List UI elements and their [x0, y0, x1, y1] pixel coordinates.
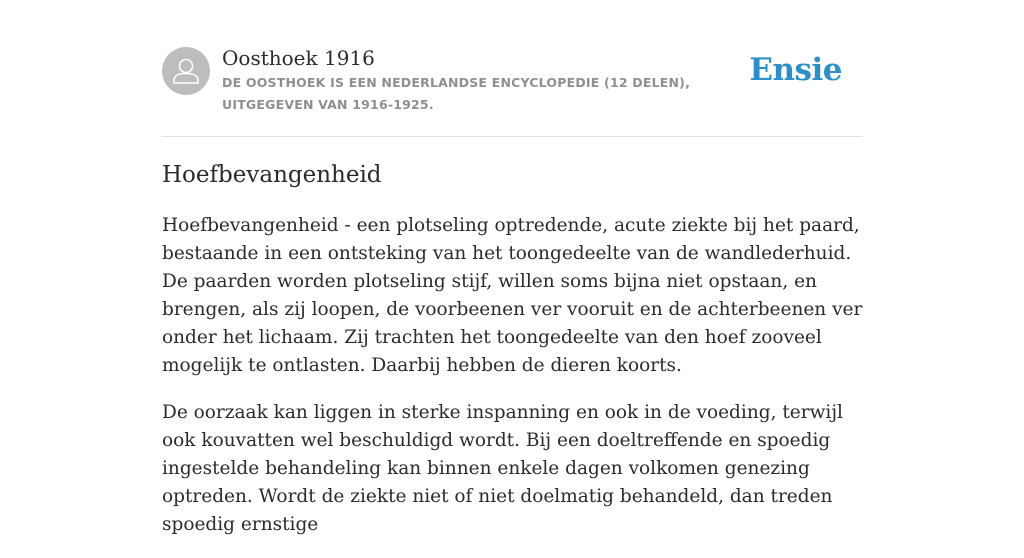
brand-logo[interactable]: Ensie	[749, 52, 842, 88]
article-paragraph: De oorzaak kan liggen in sterke inspanning en ook in de voeding, terwijl ook kouvatten wel beschuldigd wordt. Bij een doeltreffende en spoedig ingestelde behandeling kan binnen enkele dagen volkomen genezing optreden. Wordt de ziekte niet of niet doelmatig behandeld, dan treden spoedig ernstige	[162, 402, 843, 535]
source-header	[162, 44, 862, 137]
article-paragraph: Hoefbevangenheid - een plotseling optredende, acute ziekte bij het paard, bestaande in een ontsteking van het toongedeelte van de wandlederhuid. De paarden worden plotseling stijf, willen soms bijna niet opstaan, en brengen, als zij loopen, de voorbeenen ver vooruit en de achterbeenen ver onder het lichaam. Zij trachten het toongedeelte van den hoef zooveel mogelijk te ontlasten. Daarbij hebben de dieren koorts.	[162, 215, 863, 376]
article-body	[162, 212, 872, 558]
user-avatar-icon[interactable]	[162, 47, 210, 95]
source-description: DE OOSTHOEK IS EEN NEDERLANDSE ENCYCLOPEDIE (12 DELEN), UITGEGEVEN VAN 1916-1925.	[222, 75, 691, 112]
source-title[interactable]: Oosthoek 1916	[222, 46, 375, 70]
article-title: Hoefbevangenheid	[162, 162, 382, 188]
